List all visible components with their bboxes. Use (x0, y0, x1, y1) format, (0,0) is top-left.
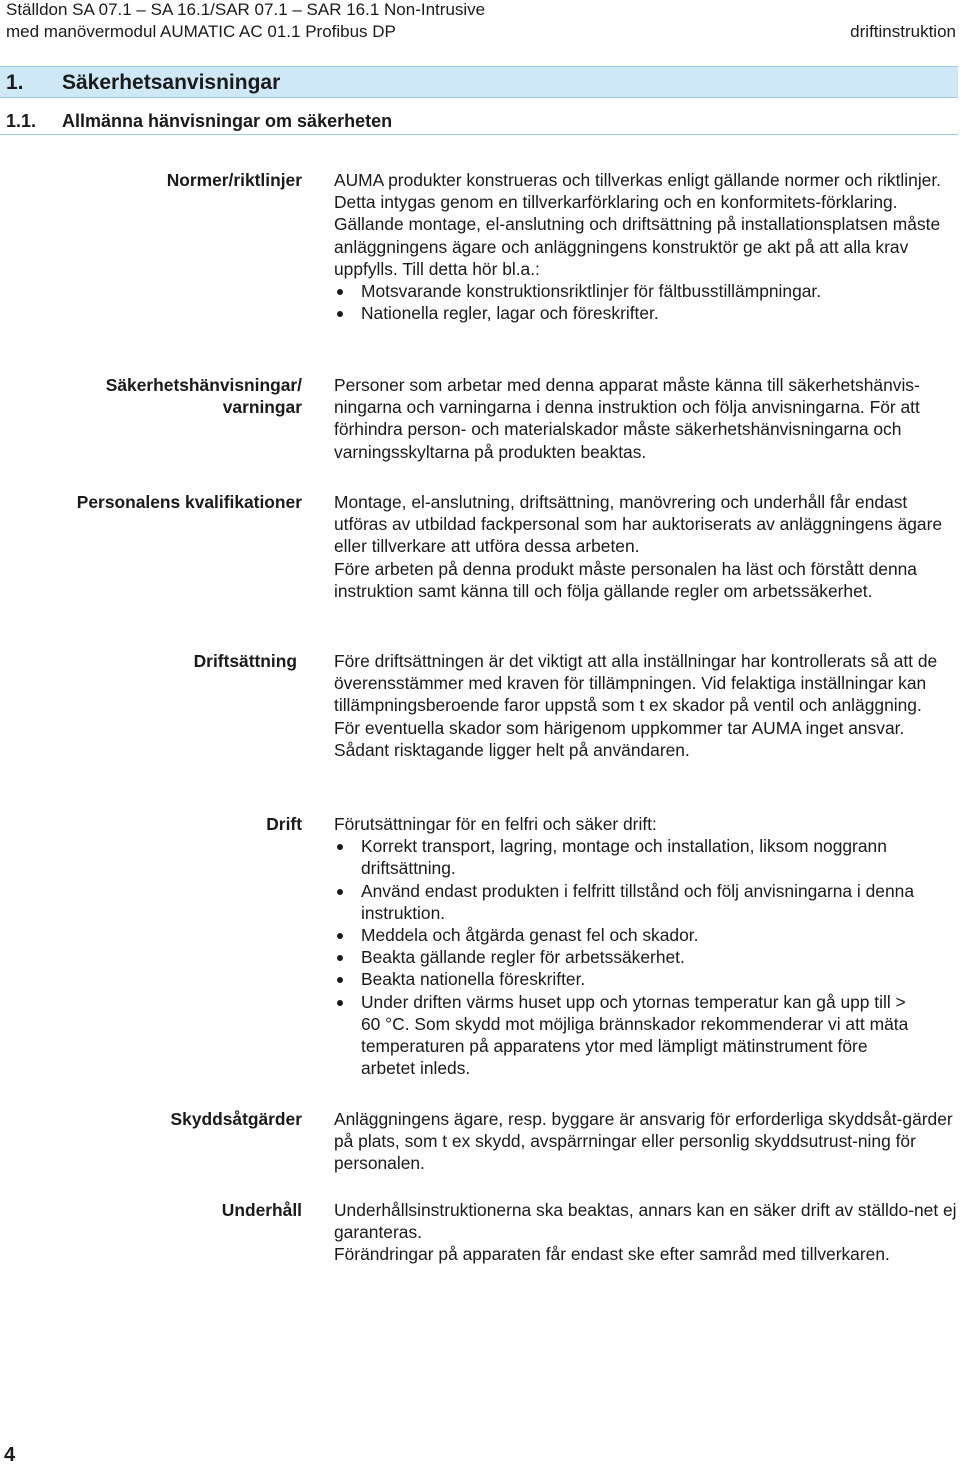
page-number: 4 (4, 1444, 16, 1466)
label-line: Säkerhetshänvisningar/ (105, 375, 302, 395)
header-title-line2: med manövermodul AUMATIC AC 01.1 Profibus DP (6, 22, 396, 41)
header-title-line1: Ställdon SA 07.1 – SA 16.1/SAR 07.1 – SAR 16.1 Non-Intrusive (6, 0, 486, 19)
heading-2-title: Allmänna hänvisningar om säkerheten (62, 111, 393, 131)
section-label-driftsattning: Driftsättning (193, 651, 297, 671)
paragraph: Gällande montage, el-anslutning och driftsättning på installationsplatsen måste anläggningens ägare och anläggningens konstruktör ge akt på att alla krav uppfylls. Till detta hör bl.a.: (334, 214, 941, 279)
document-header (6, 0, 485, 43)
section-body-drift (334, 813, 960, 1079)
section-body-normer (334, 169, 960, 324)
list-item: Motsvarande konstruktionsriktlinjer för fältbusstillämpningar. (334, 280, 960, 302)
section-label-skydd: Skyddsåtgärder (170, 1109, 302, 1129)
heading-1-number: 1. (6, 71, 24, 94)
heading-1-bar (0, 66, 958, 98)
heading-2-bar (0, 110, 958, 135)
list-item: Använd endast produkten i felfritt tillstånd och följ anvisningarna i denna instruktion. (334, 880, 960, 924)
paragraph: Före arbeten på denna produkt måste personalen ha läst och förstått denna instruktion samt känna till och följa gällande regler om arbetssäkerhet. (334, 558, 917, 601)
section-body-sakerhet (334, 374, 960, 463)
bullet-list (334, 280, 960, 324)
heading-1-title: Säkerhetsanvisningar (62, 71, 281, 94)
bullet-list (334, 835, 960, 1079)
paragraph: AUMA produkter konstrueras och tillverkas enligt gällande normer och riktlinjer. Detta intygas genom en tillverkarförklaring och en konformitets-förklaring. (334, 170, 942, 213)
section-label-personal: Personalens kvalifikationer (76, 492, 302, 512)
list-item: Nationella regler, lagar och föreskrifter. (334, 302, 960, 324)
list-item: Meddela och åtgärda genast fel och skador. (334, 924, 960, 946)
paragraph: För eventuella skador som härigenom uppkommer tar AUMA inget ansvar. Sådant risktagande ligger helt på användaren. (334, 717, 905, 760)
paragraph: Förändringar på apparaten får endast ske efter samråd med tillverkaren. (334, 1244, 890, 1265)
section-body-underhall (334, 1199, 960, 1266)
paragraph: Anläggningens ägare, resp. byggare är ansvarig för erforderliga skyddsåt-gärder på plats, som t ex skydd, avspärrningar eller personlig skyddsutrust-ning för personalen. (334, 1109, 953, 1174)
section-label-drift: Drift (266, 814, 302, 834)
section-label-sakerhet (2, 374, 302, 418)
paragraph: Underhållsinstruktionerna ska beaktas, annars kan en säker drift av ställdo-net ej garanteras. (334, 1200, 957, 1243)
section-body-driftsattning (334, 650, 960, 761)
list-item: Korrekt transport, lagring, montage och installation, liksom noggrann driftsättning. (334, 835, 960, 879)
paragraph: Före driftsättningen är det viktigt att alla inställningar har kontrollerats så att de överensstämmer med kraven för tillämpningen. Vid felaktiga inställningar kan tillämpningsberoende faror uppstå som t ex skador på ventil och anläggning. (334, 651, 938, 716)
section-label-normer: Normer/riktlinjer (166, 170, 302, 190)
section-label-underhall: Underhåll (221, 1200, 302, 1220)
label-line: varningar (222, 397, 302, 418)
list-item: Beakta nationella föreskrifter. (334, 968, 960, 990)
paragraph: Personer som arbetar med denna apparat måste känna till säkerhetshänvis-ningarna och varningarna i denna instruktion och följa anvisningarna. För att förhindra person- och materialskador måste säkerhetshänvisningarna och varningsskyltarna på produkten beaktas. (334, 375, 920, 462)
paragraph: Förutsättningar för en felfri och säker drift: (334, 814, 657, 834)
section-body-skydd (334, 1108, 960, 1175)
list-item: Under driften värms huset upp och ytornas temperatur kan gå upp till > 60 °C. Som skydd mot möjliga brännskador rekommenderar vi att mäta temperaturen på apparatens ytor med lämpligt mätinstrument före arbetet inleds. (334, 991, 960, 1080)
header-doc-type: driftinstruktion (850, 22, 956, 41)
section-body-personal (334, 491, 960, 602)
list-item: Beakta gällande regler för arbetssäkerhet. (334, 946, 960, 968)
paragraph: Montage, el-anslutning, driftsättning, manövrering och underhåll får endast utföras av utbildad fackpersonal som har auktoriserats av anläggningens ägare eller tillverkare att utföra dessa arbeten. (334, 492, 943, 557)
heading-2-number: 1.1. (6, 111, 37, 131)
